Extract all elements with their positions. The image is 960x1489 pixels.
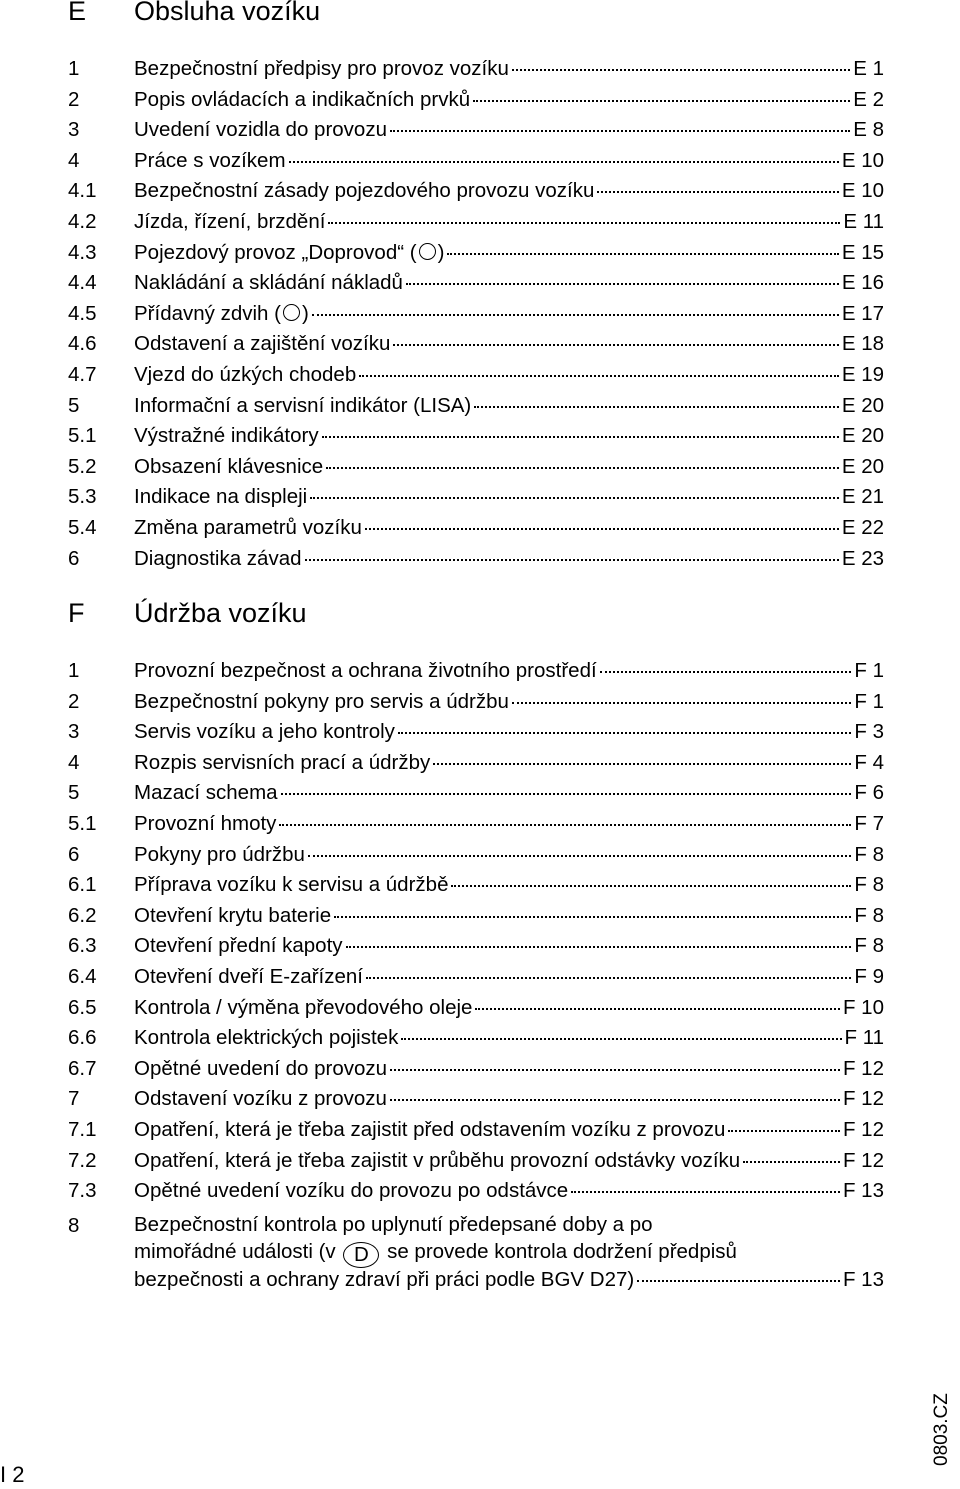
entry-title: Výstražné indikátory <box>134 424 319 448</box>
entry-number: 6 <box>68 842 80 866</box>
dot-leader <box>433 761 851 765</box>
toc-entry[interactable] <box>0 146 960 177</box>
entry-title-line <box>134 1266 884 1294</box>
entry-number: 8 <box>68 1213 80 1237</box>
entry-page: F 11 <box>844 1026 884 1050</box>
entry-page: F 9 <box>854 964 884 988</box>
option-circle-icon <box>283 304 300 321</box>
entry-title <box>134 238 444 269</box>
entry-title-part: Pojezdový provoz „Doprovod“ ( <box>134 240 417 264</box>
entry-title: Pokyny pro údržbu <box>134 842 305 866</box>
dot-leader <box>312 312 839 316</box>
entry-page: F 4 <box>854 750 884 774</box>
entry-number: 4.7 <box>68 362 97 386</box>
toc-entry[interactable] <box>0 962 960 993</box>
entry-page: F 8 <box>854 842 884 866</box>
entry-title: Bezpečnostní zásady pojezdového provozu vozíku <box>134 179 595 203</box>
toc-entry[interactable] <box>0 268 960 299</box>
entry-number: 5.1 <box>68 424 97 448</box>
dot-leader <box>305 557 839 561</box>
entry-page: F 12 <box>842 1087 884 1111</box>
entry-number: 2 <box>68 87 80 111</box>
dot-leader <box>279 822 851 826</box>
dot-leader <box>597 189 838 193</box>
dot-leader <box>473 98 850 102</box>
entry-title: Nakládání a skládání nákladů <box>134 271 403 295</box>
entry-number: 7.2 <box>68 1148 97 1172</box>
toc-entry[interactable] <box>0 840 960 871</box>
entry-title <box>134 1211 884 1294</box>
entry-title-line: Bezpečnostní kontrola po uplynutí předepsané doby a po <box>134 1212 653 1236</box>
entry-title-part: se provede kontrola dodržení předpisů <box>387 1240 737 1264</box>
toc-entry[interactable] <box>0 656 960 687</box>
document-code: 0803.CZ <box>931 1393 952 1466</box>
entry-number: 7.3 <box>68 1179 97 1203</box>
entry-page: F 10 <box>842 995 884 1019</box>
entry-number: 1 <box>68 659 80 682</box>
toc-entry[interactable] <box>0 1084 960 1115</box>
dot-leader <box>326 465 839 469</box>
dot-leader <box>600 669 852 673</box>
entry-title: Obsazení klávesnice <box>134 454 324 478</box>
entry-number: 4.3 <box>68 240 97 264</box>
toc-entry[interactable] <box>0 207 960 238</box>
entry-title: Opětné uvedení do provozu <box>134 1056 388 1080</box>
toc-entry[interactable] <box>0 421 960 452</box>
toc-entry[interactable] <box>0 482 960 513</box>
entry-number: 4 <box>68 750 80 774</box>
toc-entry[interactable] <box>0 115 960 146</box>
entry-title: Kontrola / výměna převodového oleje <box>134 995 473 1019</box>
page-number: I 2 <box>0 1462 25 1487</box>
entry-page: F 13 <box>842 1267 884 1291</box>
dot-leader <box>289 159 839 163</box>
entry-title: Vjezd do úzkých chodeb <box>134 362 357 386</box>
entry-page: F 8 <box>854 934 884 958</box>
dot-leader <box>281 791 852 795</box>
entry-number: 6.4 <box>68 964 97 988</box>
entry-number: 7.1 <box>68 1117 97 1141</box>
toc-entry[interactable] <box>0 1054 960 1085</box>
entry-number: 5.2 <box>68 454 97 478</box>
toc-entry[interactable] <box>0 993 960 1024</box>
toc-entry[interactable] <box>0 717 960 748</box>
entry-title: Změna parametrů vozíku <box>134 515 362 539</box>
toc-entry[interactable] <box>0 1207 960 1289</box>
toc-list-f <box>0 656 960 1289</box>
entry-title: Popis ovládacích a indikačních prvků <box>134 87 471 111</box>
dot-leader <box>401 1036 841 1040</box>
entry-title-part: ) <box>301 301 309 325</box>
toc-entry[interactable] <box>0 452 960 483</box>
dot-leader <box>451 883 851 887</box>
entry-page: F 12 <box>842 1148 884 1172</box>
toc-entry[interactable] <box>0 238 960 269</box>
dot-leader <box>310 495 839 499</box>
entry-number: 4.6 <box>68 332 97 356</box>
option-circle-icon <box>419 243 436 260</box>
section-letter: E <box>68 0 87 26</box>
toc-entry[interactable] <box>0 687 960 718</box>
entry-title: Opatření, která je třeba zajistit v průběhu provozní odstávky vozíku <box>134 1148 741 1172</box>
dot-leader <box>571 1189 840 1193</box>
entry-title: Odstavení vozíku z provozu <box>134 1087 387 1111</box>
section-e-heading <box>0 0 960 34</box>
entry-page: F 12 <box>842 1117 884 1141</box>
entry-number: 4.2 <box>68 209 97 233</box>
entry-number: 5 <box>68 781 80 805</box>
toc-entry[interactable] <box>0 809 960 840</box>
dot-leader <box>365 526 839 530</box>
entry-page: E 20 <box>841 454 884 478</box>
entry-title: Indikace na displeji <box>134 485 308 509</box>
entry-number: 2 <box>68 689 80 713</box>
dot-leader <box>346 944 852 948</box>
toc-entry[interactable] <box>0 778 960 809</box>
entry-page: E 18 <box>841 332 884 356</box>
entry-title: Příprava vozíku k servisu a údržbě <box>134 873 449 897</box>
toc-entry[interactable] <box>0 391 960 422</box>
entry-page: E 20 <box>841 424 884 448</box>
section-f-heading <box>0 596 960 636</box>
toc-entry[interactable] <box>0 513 960 544</box>
entry-page: F 13 <box>842 1179 884 1203</box>
d-symbol-icon: D <box>343 1242 379 1268</box>
entry-page: E 10 <box>841 179 884 203</box>
entry-title: Odstavení a zajištění vozíku <box>134 332 391 356</box>
entry-number: 5.1 <box>68 811 97 835</box>
entry-number: 1 <box>68 57 80 80</box>
entry-page: F 8 <box>854 873 884 897</box>
entry-title <box>134 299 309 330</box>
entry-number: 4 <box>68 148 80 172</box>
entry-title: Kontrola elektrických pojistek <box>134 1026 399 1050</box>
entry-title: Informační a servisní indikátor (LISA) <box>134 393 472 417</box>
toc-entry[interactable] <box>0 329 960 360</box>
entry-page: E 17 <box>841 301 884 325</box>
entry-number: 3 <box>68 118 80 142</box>
entry-page: E 21 <box>841 485 884 509</box>
entry-page: E 10 <box>841 148 884 172</box>
toc-entry[interactable] <box>0 1146 960 1177</box>
entry-number: 6.5 <box>68 995 97 1019</box>
dot-leader <box>474 404 839 408</box>
entry-title: Provozní bezpečnost a ochrana životního prostředí <box>134 659 597 682</box>
toc-entry[interactable] <box>0 85 960 116</box>
entry-title: Jízda, řízení, brzdění <box>134 209 326 233</box>
entry-page: E 22 <box>841 515 884 539</box>
entry-page: E 20 <box>841 393 884 417</box>
entry-number: 5 <box>68 393 80 417</box>
entry-page: E 19 <box>841 362 884 386</box>
entry-title: Diagnostika závad <box>134 546 302 570</box>
entry-page: F 12 <box>842 1056 884 1080</box>
entry-page: E 23 <box>841 546 884 570</box>
dot-leader <box>328 220 840 224</box>
dot-leader <box>512 700 851 704</box>
section-letter: F <box>68 598 85 628</box>
dot-leader <box>512 67 850 71</box>
dot-leader <box>334 914 851 918</box>
entry-number: 4.1 <box>68 179 97 203</box>
toc-entry[interactable] <box>0 1176 960 1207</box>
entry-number: 4.4 <box>68 271 97 295</box>
entry-title: Otevření přední kapoty <box>134 934 343 958</box>
entry-page: E 16 <box>841 271 884 295</box>
entry-title: Bezpečnostní předpisy pro provoz vozíku <box>134 57 509 80</box>
toc-entry[interactable] <box>0 299 960 330</box>
entry-title: Mazací schema <box>134 781 278 805</box>
entry-number: 6 <box>68 546 80 570</box>
entry-number: 6.7 <box>68 1056 97 1080</box>
toc-entry[interactable] <box>0 54 960 85</box>
entry-title: Opatření, která je třeba zajistit před odstavením vozíku z provozu <box>134 1117 726 1141</box>
toc-entry[interactable] <box>0 176 960 207</box>
entry-page: F 3 <box>854 720 884 744</box>
dot-leader <box>308 853 851 857</box>
dot-leader <box>637 1278 840 1282</box>
entry-number: 3 <box>68 720 80 744</box>
dot-leader <box>322 434 839 438</box>
dot-leader <box>743 1159 840 1163</box>
dot-leader <box>366 975 851 979</box>
entry-title-part: bezpečnosti a ochrany zdraví při práci podle BGV D27) <box>134 1267 635 1291</box>
entry-page: F 1 <box>854 659 884 682</box>
entry-title: Práce s vozíkem <box>134 148 286 172</box>
entry-number: 6.3 <box>68 934 97 958</box>
entry-title: Otevření krytu baterie <box>134 903 332 927</box>
toc-entry[interactable] <box>0 1023 960 1054</box>
entry-page: F 7 <box>854 811 884 835</box>
entry-title-part: Přídavný zdvih ( <box>134 301 281 325</box>
entry-page: F 1 <box>854 689 884 713</box>
dot-leader <box>475 1006 840 1010</box>
entry-title-line <box>134 1238 884 1266</box>
toc-entry[interactable] <box>0 870 960 901</box>
entry-title: Uvedení vozidla do provozu <box>134 118 387 142</box>
toc-entry[interactable] <box>0 544 960 575</box>
dot-leader <box>390 128 850 132</box>
entry-title: Bezpečnostní pokyny pro servis a údržbu <box>134 689 509 713</box>
entry-page: F 6 <box>854 781 884 805</box>
toc-entry[interactable] <box>0 360 960 391</box>
dot-leader <box>447 251 838 255</box>
dot-leader <box>359 373 839 377</box>
dot-leader <box>728 1128 840 1132</box>
entry-title: Rozpis servisních prací a údržby <box>134 750 431 774</box>
toc-entry[interactable] <box>0 901 960 932</box>
toc-entry[interactable] <box>0 1115 960 1146</box>
entry-title-part: mimořádné události (v <box>134 1240 336 1264</box>
dot-leader <box>393 342 838 346</box>
dot-leader <box>390 1097 840 1101</box>
entry-title-part: ) <box>437 240 445 264</box>
entry-title: Opětné uvedení vozíku do provozu po odstávce <box>134 1179 569 1203</box>
entry-page: E 1 <box>853 57 884 80</box>
entry-number: 6.2 <box>68 903 97 927</box>
section-title: Obsluha vozíku <box>134 0 321 26</box>
entry-number: 5.3 <box>68 485 97 509</box>
entry-page: E 2 <box>853 87 884 111</box>
toc-list-e <box>0 54 960 574</box>
entry-page: E 11 <box>843 209 884 233</box>
entry-number: 6.6 <box>68 1026 97 1050</box>
dot-leader <box>390 1067 840 1071</box>
dot-leader <box>406 281 839 285</box>
dot-leader <box>398 730 851 734</box>
entry-page: F 8 <box>854 903 884 927</box>
entry-title: Provozní hmoty <box>134 811 277 835</box>
entry-number: 6.1 <box>68 873 97 897</box>
entry-title: Servis vozíku a jeho kontroly <box>134 720 395 744</box>
entry-page: E 15 <box>841 240 884 264</box>
toc-entry[interactable] <box>0 931 960 962</box>
entry-title: Otevření dveří E-zařízení <box>134 964 364 988</box>
entry-number: 5.4 <box>68 515 97 539</box>
toc-entry[interactable] <box>0 748 960 779</box>
entry-number: 7 <box>68 1087 80 1111</box>
entry-number: 4.5 <box>68 301 97 325</box>
section-title: Údržba vozíku <box>134 598 307 628</box>
entry-page: E 8 <box>853 118 884 142</box>
